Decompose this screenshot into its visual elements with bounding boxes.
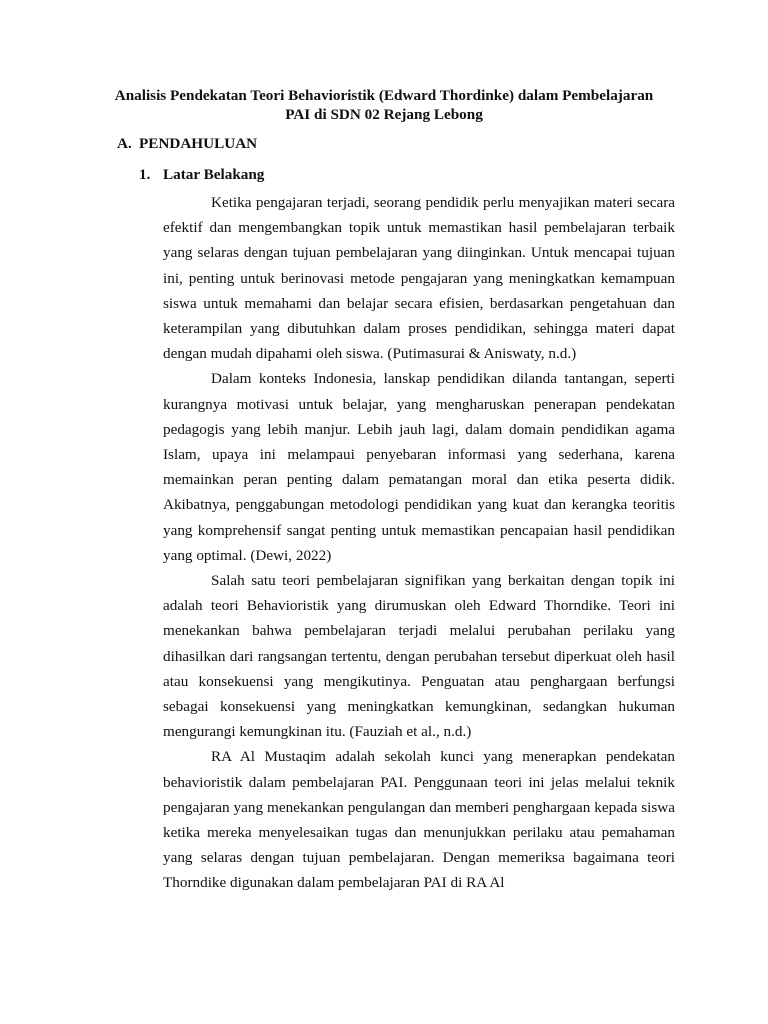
body-text xyxy=(163,190,675,896)
paragraph-1: Ketika pengajaran terjadi, seorang pendidik perlu menyajikan materi secara efektif dan mengembangkan topik untuk memastikan hasil pembelajaran terbaik yang selaras dengan tujuan pembelajaran yang diinginkan. Untuk mencapai tujuan ini, penting untuk berinovasi metode pengajaran yang meningkatkan kemampuan siswa untuk memahami dan belajar secara efisien, berdasarkan pengetahuan dan keterampilan yang dibutuhkan dalam proses pendidikan, sehingga materi dapat dengan mudah dipahami oleh siswa. (Putimasurai & Aniswaty, n.d.) xyxy=(163,194,675,363)
subsection-label: Latar Belakang xyxy=(163,166,265,183)
paragraph-2: Dalam konteks Indonesia, lanskap pendidikan dilanda tantangan, seperti kurangnya motivasi untuk belajar, yang mengharuskan penerapan pendekatan pedagogis yang lebih manjur. Lebih jauh lagi, dalam domain pendidikan agama Islam, upaya ini melampaui penyebaran informasi yang sederhana, karena memainkan peran penting dalam pematangan moral dan etika peserta didik. Akibatnya, penggabungan metodologi pendidikan yang kuat dan kerangka teoritis yang komprehensif sangat penting untuk memastikan pencapaian hasil pendidikan yang optimal. (Dewi, 2022) xyxy=(163,370,675,564)
title-line-2: PAI di SDN 02 Rejang Lebong xyxy=(285,106,483,123)
title-line-1: Analisis Pendekatan Teori Behavioristik (Edward Thordinke) dalam Pembelajaran xyxy=(114,87,654,104)
paragraph-4: RA Al Mustaqim adalah sekolah kunci yang menerapkan pendekatan behavioristik dalam pembelajaran PAI. Penggunaan teori ini jelas melalui teknik pengajaran yang menekankan pengulangan dan memberi penghargaan kepada siswa ketika mereka menyelesaikan tugas dan menunjukkan perilaku atau pemahaman yang selaras dengan tujuan pembelajaran. Dengan memeriksa bagaimana teori Thorndike digunakan dalam pembelajaran PAI di RA Al xyxy=(163,748,675,892)
section-letter: A. xyxy=(117,135,132,152)
section-label: PENDAHULUAN xyxy=(139,135,258,152)
subsection-number: 1. xyxy=(139,166,151,183)
subsection-heading xyxy=(139,165,264,184)
paragraph-3: Salah satu teori pembelajaran signifikan yang berkaitan dengan topik ini adalah teori Behavioristik yang dirumuskan oleh Edward Thorndike. Teori ini menekankan bahwa pembelajaran terjadi melalui perubahan perilaku yang dihasilkan dari rangsangan tertentu, dengan perubahan tersebut diperkuat oleh hasil atau konsekuensi yang mengikutinya. Penguatan atau penghargaan berfungsi sebagai konsekuensi yang meningkatkan kemungkinan, sedangkan hukuman mengurangi kemungkinan itu. (Fauziah et al., n.d.) xyxy=(163,572,675,741)
section-heading xyxy=(117,134,257,153)
document-title xyxy=(60,86,708,124)
